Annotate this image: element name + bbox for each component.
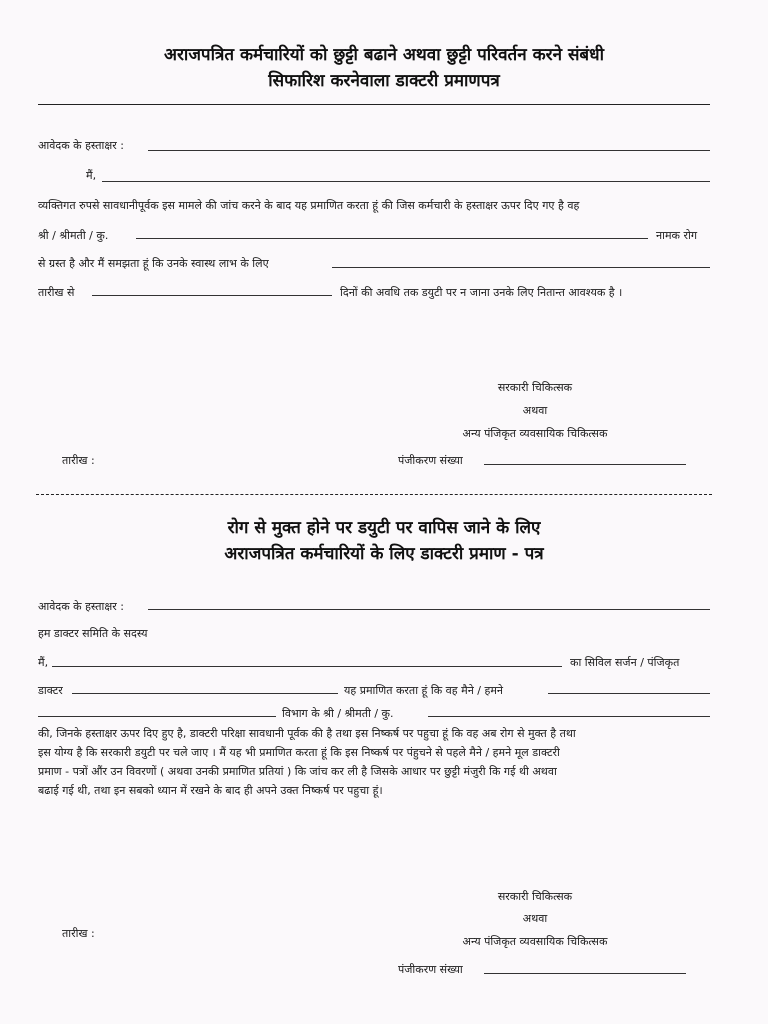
from-date-field[interactable]	[92, 295, 332, 296]
civil-surgeon-label: का सिविल सर्जन / पंजिकृत	[570, 656, 680, 669]
section2-title-line2: अराजपत्रित कर्मचारियों के लिए डाक्टरी प्रमाण - पत्र	[224, 544, 544, 564]
applicant-signature-field-2[interactable]	[148, 609, 710, 610]
other-registered-label-2: अन्य पंजिकृत व्यवसायिक चिकित्सक	[462, 935, 608, 948]
i-label: मैं,	[86, 169, 97, 182]
date-label: तारीख :	[62, 454, 95, 467]
doctor-name-field[interactable]	[102, 181, 710, 182]
examined-field[interactable]	[548, 693, 710, 694]
doctor-label: डाक्टर	[38, 684, 63, 697]
title-underline	[38, 104, 710, 105]
reg-no-label-2: पंजीकरण संख्या	[398, 963, 463, 976]
suffering-text: से ग्रस्त है और मैं समझता हूं कि उनके स्वास्थ लाभ के लिए	[38, 257, 269, 270]
doctor-name-field-2[interactable]	[52, 666, 562, 667]
applicant-signature-label-2: आवेदक के हस्ताक्षर :	[38, 600, 124, 613]
para-line-2: इस योग्य है कि सरकारी डयुटी पर चले जाए । मैं यह भी प्रमाणित करता हूं कि इस निष्कर्ष पर पंहुचने से पहले मैने / हमने मूल डाक्टरी	[38, 746, 560, 759]
gov-doctor-label-2: सरकारी चिकित्सक	[497, 890, 573, 903]
section-divider	[36, 494, 712, 495]
applicant-signature-label: आवेदक के हस्ताक्षर :	[38, 139, 124, 152]
employee-name-field-2[interactable]	[428, 716, 710, 717]
gov-doctor-label: सरकारी चिकित्सक	[497, 381, 573, 394]
named-disease-label: नामक रोग	[656, 229, 698, 242]
applicant-signature-field[interactable]	[148, 150, 710, 151]
para-line-1: की, जिनके हस्ताक्षर ऊपर दिए हुए है, डाक्टरी परिक्षा सावधानी पूर्वक की है तथा इस निष्कर्ष पर पहुचा हूं कि वह अब रोग से मुक्त है तथा	[38, 727, 576, 740]
certify-text: यह प्रमाणित करता हूं कि वह मैने / हमने	[344, 684, 504, 697]
personally-text: व्यक्तिगत रुपसे सावधानीपूर्वक इस मामले की जांच करने के बाद यह प्रमाणित करता हूं की जिस कर्मचारी के हस्ताक्षर ऊपर दिए गए है वह	[38, 199, 580, 212]
para-line-4: बढाई गई थी, तथा इन सबको ध्यान में रखने के बाद ही अपने उक्त निष्कर्ष पर पहुचा हूं।	[38, 784, 383, 797]
section2-title-line1: रोग से मुक्त होने पर डयुटी पर वापिस जाने के लिए	[227, 518, 541, 538]
section1-title-line1: अराजपत्रित कर्मचारियों को छुट्टी बढाने अथवा छुट्टी परिवर्तन करने संबंधी	[163, 45, 605, 65]
or-label: अथवा	[522, 404, 548, 417]
other-registered-label: अन्य पंजिकृत व्यवसायिक चिकित्सक	[462, 427, 608, 440]
shri-label: श्री / श्रीमती / कु.	[38, 229, 109, 242]
para-line-3: प्रमाण - पत्रों औंर उन विवरणों ( अथवा उनकी प्रमाणित प्रतियां ) कि जांच कर ली है जिसके आधार पर छुट्टी मंजुरी कि गई थी अथवा	[38, 765, 557, 778]
committee-label: हम डाक्टर समिति के सदस्य	[38, 627, 148, 640]
days-text: दिनों की अवधि तक डयुटी पर न जाना उनके लिए नितान्त आवश्यक है ।	[340, 286, 623, 299]
employee-name-field[interactable]	[136, 238, 648, 239]
certification-paragraph	[38, 724, 718, 800]
disease-field[interactable]	[332, 267, 710, 268]
or-label-2: अथवा	[522, 912, 548, 925]
date-label-2: तारीख :	[62, 927, 95, 940]
reg-no-field[interactable]	[484, 464, 686, 465]
department-field[interactable]	[38, 716, 276, 717]
reg-no-label: पंजीकरण संख्या	[398, 454, 463, 467]
doctor-detail-field[interactable]	[72, 693, 338, 694]
i-label-2: मैं,	[38, 656, 49, 669]
department-label: विभाग के श्री / श्रीमती / कु.	[282, 707, 394, 720]
reg-no-field-2[interactable]	[484, 973, 686, 974]
from-date-label: तारीख से	[38, 286, 75, 299]
section1-title-line2: सिफारिश करनेवाला डाक्टरी प्रमाणपत्र	[268, 71, 500, 91]
